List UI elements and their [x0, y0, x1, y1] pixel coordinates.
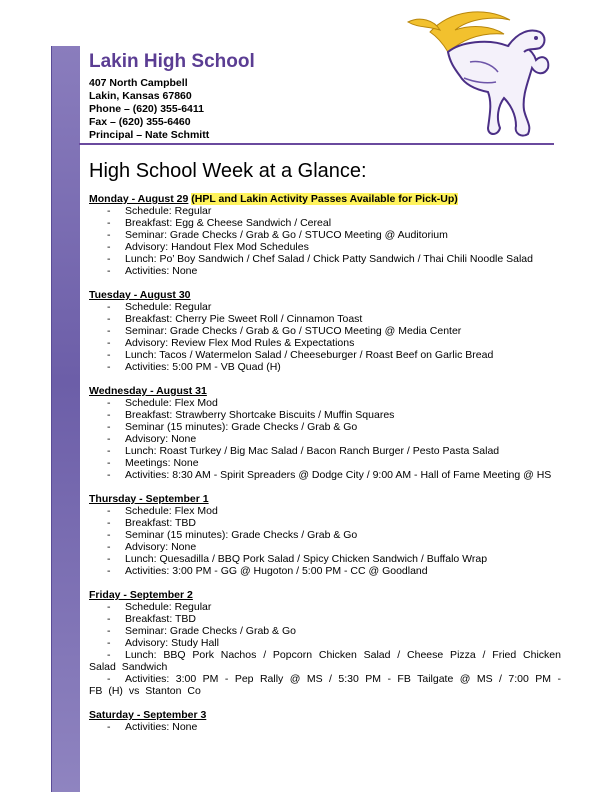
sidebar-bar	[51, 46, 80, 792]
list-item: - Lunch: Quesadilla / BBQ Pork Salad / Spicy Chicken Sandwich / Buffalo Wrap	[107, 553, 488, 565]
list-item: - Meetings: None	[107, 457, 199, 469]
day-heading	[89, 289, 561, 301]
day-title: Monday - August 29	[89, 193, 189, 205]
list-item: - Lunch: Roast Turkey / Big Mac Salad / Bacon Ranch Burger / Pesto Pasta Salad	[107, 445, 500, 457]
day-items	[89, 505, 561, 577]
day-tuesday	[89, 289, 561, 373]
mustang-logo-icon	[400, 2, 560, 144]
day-heading	[89, 385, 561, 397]
list-item: - Schedule: Regular	[107, 205, 212, 217]
list-item: - Breakfast: Cherry Pie Sweet Roll / Cinnamon Toast	[107, 313, 363, 325]
list-item: - Advisory: Study Hall	[107, 637, 219, 649]
list-item: - Activities: None	[107, 721, 198, 733]
day-title: Thursday - September 1	[89, 493, 209, 505]
list-item: - Breakfast: TBD	[107, 613, 196, 625]
school-principal: Principal – Nate Schmitt	[89, 129, 210, 141]
list-item: - Breakfast: Strawberry Shortcake Biscuits / Muffin Squares	[107, 409, 395, 421]
list-item: - Breakfast: TBD	[107, 517, 196, 529]
list-item: - Lunch: Tacos / Watermelon Salad / Cheeseburger / Roast Beef on Garlic Bread	[107, 349, 494, 361]
list-item: - Seminar (15 minutes): Grade Checks / Grab & Go	[107, 529, 358, 541]
list-item: - Seminar: Grade Checks / Grab & Go	[107, 625, 296, 637]
list-item: - Schedule: Regular	[107, 301, 212, 313]
day-title: Wednesday - August 31	[89, 385, 207, 397]
week-schedule	[89, 193, 561, 745]
day-heading	[89, 709, 561, 721]
school-address: 407 North Campbell	[89, 77, 188, 89]
day-thursday	[89, 493, 561, 577]
list-item: - Seminar: Grade Checks / Grab & Go / STUCO Meeting @ Media Center	[107, 325, 462, 337]
day-monday	[89, 193, 561, 277]
list-item: - Advisory: Handout Flex Mod Schedules	[107, 241, 309, 253]
day-items	[89, 301, 561, 373]
day-heading	[89, 589, 561, 601]
list-item: - Activities: 5:00 PM - VB Quad (H)	[107, 361, 281, 373]
day-items	[89, 721, 561, 733]
day-wednesday	[89, 385, 561, 481]
list-item: - Advisory: None	[107, 541, 197, 553]
day-items	[89, 397, 561, 481]
school-fax: Fax – (620) 355-6460	[89, 116, 191, 128]
list-item: - Schedule: Flex Mod	[107, 505, 218, 517]
list-item: - Advisory: Review Flex Mod Rules & Expectations	[107, 337, 355, 349]
day-items	[89, 205, 561, 277]
school-name: Lakin High School	[89, 51, 255, 72]
list-item: - Lunch: BBQ Pork Nachos / Popcorn Chicken Salad / Cheese Pizza / Fried Chicken Salad Sandwich	[89, 649, 561, 673]
day-friday	[89, 589, 561, 697]
day-title: Friday - September 2	[89, 589, 193, 601]
list-item: - Activities: 3:00 PM - GG @ Hugoton / 5:00 PM - CC @ Goodland	[107, 565, 428, 577]
list-item: - Activities: 8:30 AM - Spirit Spreaders @ Dodge City / 9:00 AM - Hall of Fame Meeting @ HS	[107, 469, 552, 481]
school-city: Lakin, Kansas 67860	[89, 90, 192, 102]
day-items	[89, 601, 561, 697]
list-item: - Schedule: Regular	[107, 601, 212, 613]
page-title: High School Week at a Glance:	[89, 160, 367, 182]
list-item: - Seminar (15 minutes): Grade Checks / Grab & Go	[107, 421, 358, 433]
day-heading	[89, 493, 561, 505]
highlight-note: (HPL and Lakin Activity Passes Available for Pick-Up)	[191, 193, 458, 205]
list-item: - Schedule: Flex Mod	[107, 397, 218, 409]
list-item: - Seminar: Grade Checks / Grab & Go / STUCO Meeting @ Auditorium	[107, 229, 448, 241]
header-divider	[79, 143, 554, 145]
list-item: - Activities: 3:00 PM - Pep Rally @ MS / 5:30 PM - FB Tailgate @ MS / 7:00 PM - FB (H) vs Stanton Co	[89, 673, 561, 697]
list-item: - Lunch: Po’ Boy Sandwich / Chef Salad / Chick Patty Sandwich / Thai Chili Noodle Salad	[107, 253, 533, 265]
school-header	[89, 51, 255, 142]
list-item: - Breakfast: Egg & Cheese Sandwich / Cereal	[107, 217, 332, 229]
day-saturday	[89, 709, 561, 733]
day-title: Saturday - September 3	[89, 709, 207, 721]
school-phone: Phone – (620) 355-6411	[89, 103, 204, 115]
list-item: - Activities: None	[107, 265, 198, 277]
day-heading	[89, 193, 561, 205]
day-title: Tuesday - August 30	[89, 289, 191, 301]
list-item: - Advisory: None	[107, 433, 197, 445]
